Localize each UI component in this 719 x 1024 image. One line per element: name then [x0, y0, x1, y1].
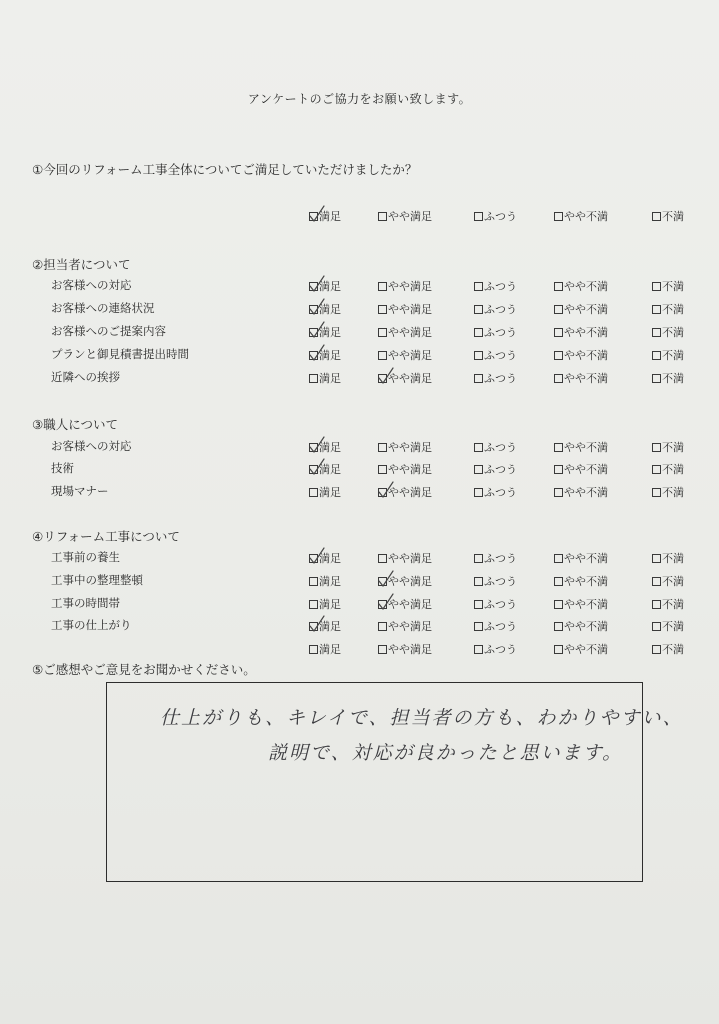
option-3[interactable] [554, 301, 608, 317]
q4-heading: ④リフォーム工事について [32, 529, 180, 544]
option-1[interactable] [378, 484, 432, 500]
checkbox[interactable] [554, 374, 563, 383]
checkbox[interactable] [652, 212, 661, 221]
option-0[interactable] [309, 550, 341, 566]
option-label: 満足 [319, 441, 341, 454]
option-0[interactable] [309, 618, 341, 634]
option-3[interactable] [554, 461, 608, 477]
option-label: やや満足 [388, 643, 432, 656]
option-1[interactable] [378, 461, 432, 477]
option-label: やや不満 [564, 620, 608, 633]
checkbox[interactable] [309, 328, 318, 337]
option-0[interactable] [309, 208, 341, 224]
checkbox[interactable] [378, 351, 387, 360]
option-label: 満足 [319, 463, 341, 476]
q3-row [0, 483, 719, 501]
option-label: 満足 [319, 280, 341, 293]
option-label: やや満足 [388, 486, 432, 499]
checkbox[interactable] [554, 645, 563, 654]
option-label: やや満足 [388, 441, 432, 454]
option-label: やや不満 [564, 280, 608, 293]
checkbox[interactable] [554, 554, 563, 563]
q4-row [0, 595, 719, 613]
q5-heading: ⑤ご感想やご意見をお聞かせください。 [32, 662, 256, 677]
q2-row [0, 369, 719, 387]
checkbox[interactable] [474, 374, 483, 383]
checkbox[interactable] [474, 577, 483, 586]
checkbox[interactable] [474, 465, 483, 474]
option-2[interactable] [474, 596, 517, 612]
option-label: 不満 [662, 303, 684, 316]
option-label: ふつう [484, 441, 517, 454]
checkbox[interactable] [652, 328, 661, 337]
option-label: やや満足 [388, 372, 432, 385]
option-1[interactable] [378, 301, 432, 317]
option-3[interactable] [554, 439, 608, 455]
option-0[interactable] [309, 573, 341, 589]
option-1[interactable] [378, 550, 432, 566]
checkbox[interactable] [652, 577, 661, 586]
option-label: やや不満 [564, 486, 608, 499]
q4-row [0, 617, 719, 635]
checkbox[interactable] [378, 282, 387, 291]
option-2[interactable] [474, 573, 517, 589]
option-4[interactable] [652, 324, 684, 340]
checkbox[interactable] [554, 212, 563, 221]
checkbox[interactable] [474, 212, 483, 221]
option-0[interactable] [309, 461, 341, 477]
option-label: 満足 [319, 643, 341, 656]
survey-title: アンケートのご協力をお願い致します。 [247, 92, 472, 106]
option-3[interactable] [554, 208, 608, 224]
checkbox[interactable] [554, 282, 563, 291]
option-label: 満足 [319, 303, 341, 316]
option-label: 不満 [662, 575, 684, 588]
checkbox[interactable] [554, 465, 563, 474]
option-label: やや不満 [564, 552, 608, 565]
checkbox[interactable] [309, 443, 318, 452]
option-label: ふつう [484, 280, 517, 293]
checkbox[interactable] [474, 645, 483, 654]
question-label: 工事の仕上がり [51, 618, 132, 632]
checkbox[interactable] [378, 374, 387, 383]
question-label: 技術 [51, 461, 74, 475]
checkbox[interactable] [309, 351, 318, 360]
option-label: 不満 [662, 349, 684, 362]
checkbox[interactable] [652, 374, 661, 383]
checkbox[interactable] [378, 577, 387, 586]
option-label: 満足 [319, 598, 341, 611]
option-3[interactable] [554, 596, 608, 612]
checkbox[interactable] [378, 622, 387, 631]
checkbox[interactable] [652, 443, 661, 452]
option-label: やや不満 [564, 643, 608, 656]
q1-heading: ①今回のリフォーム工事全体についてご満足していただけましたか？ [32, 162, 418, 177]
option-0[interactable] [309, 641, 341, 657]
option-0[interactable] [309, 301, 341, 317]
checkbox[interactable] [378, 554, 387, 563]
checkbox[interactable] [309, 465, 318, 474]
option-3[interactable] [554, 324, 608, 340]
option-1[interactable] [378, 439, 432, 455]
option-4[interactable] [652, 461, 684, 477]
option-4[interactable] [652, 641, 684, 657]
checkbox[interactable] [309, 488, 318, 497]
option-label: ふつう [484, 643, 517, 656]
checkbox[interactable] [378, 645, 387, 654]
option-2[interactable] [474, 324, 517, 340]
option-0[interactable] [309, 370, 341, 386]
question-label: 工事前の養生 [51, 550, 120, 564]
option-label: やや満足 [388, 620, 432, 633]
q2-row [0, 323, 719, 341]
checkbox[interactable] [378, 305, 387, 314]
option-label: やや不満 [564, 575, 608, 588]
checkbox[interactable] [378, 212, 387, 221]
option-label: 不満 [662, 486, 684, 499]
checkbox[interactable] [554, 600, 563, 609]
option-0[interactable] [309, 347, 341, 363]
checkbox[interactable] [652, 282, 661, 291]
question-label: プランと御見積書提出時間 [51, 347, 189, 361]
option-1[interactable] [378, 370, 432, 386]
option-3[interactable] [554, 484, 608, 500]
q3-heading: ③職人について [32, 417, 118, 432]
option-2[interactable] [474, 370, 517, 386]
option-label: ふつう [484, 486, 517, 499]
option-3[interactable] [554, 618, 608, 634]
option-1[interactable] [378, 618, 432, 634]
checkbox[interactable] [652, 351, 661, 360]
option-label: やや不満 [564, 372, 608, 385]
option-4[interactable] [652, 550, 684, 566]
option-1[interactable] [378, 324, 432, 340]
option-label: やや満足 [388, 598, 432, 611]
checkbox[interactable] [474, 282, 483, 291]
checkbox[interactable] [554, 622, 563, 631]
question-label: 近隣への挨拶 [51, 370, 120, 384]
option-1[interactable] [378, 596, 432, 612]
q4-row [0, 640, 719, 658]
checkbox[interactable] [309, 282, 318, 291]
q4-row [0, 549, 719, 567]
option-1[interactable] [378, 208, 432, 224]
option-4[interactable] [652, 301, 684, 317]
option-label: 不満 [662, 552, 684, 565]
option-label: 不満 [662, 280, 684, 293]
question-label: お客様への対応 [51, 278, 132, 292]
option-4[interactable] [652, 618, 684, 634]
option-3[interactable] [554, 278, 608, 294]
option-1[interactable] [378, 573, 432, 589]
option-0[interactable] [309, 596, 341, 612]
checkbox[interactable] [652, 645, 661, 654]
option-1[interactable] [378, 347, 432, 363]
q2-heading: ②担当者について [32, 257, 131, 272]
option-label: やや満足 [388, 575, 432, 588]
checkbox[interactable] [652, 554, 661, 563]
option-label: 満足 [319, 486, 341, 499]
option-2[interactable] [474, 484, 517, 500]
option-label: やや不満 [564, 598, 608, 611]
checkbox[interactable] [309, 374, 318, 383]
option-2[interactable] [474, 208, 517, 224]
option-0[interactable] [309, 484, 341, 500]
option-label: やや満足 [388, 326, 432, 339]
option-3[interactable] [554, 573, 608, 589]
option-label: ふつう [484, 326, 517, 339]
comment-line-1: 仕上がりも、キレイで、担当者の方も、わかりやすい、 [160, 707, 684, 729]
option-3[interactable] [554, 641, 608, 657]
checkbox[interactable] [378, 443, 387, 452]
checkbox[interactable] [652, 465, 661, 474]
option-label: ふつう [484, 552, 517, 565]
option-4[interactable] [652, 484, 684, 500]
question-label: お客様へのご提案内容 [51, 324, 166, 338]
option-label: 満足 [319, 372, 341, 385]
q4-row [0, 572, 719, 590]
option-label: 不満 [662, 372, 684, 385]
checkbox[interactable] [309, 554, 318, 563]
option-2[interactable] [474, 550, 517, 566]
checkbox[interactable] [474, 351, 483, 360]
option-label: 満足 [319, 620, 341, 633]
checkbox[interactable] [652, 305, 661, 314]
checkbox[interactable] [474, 443, 483, 452]
checkbox[interactable] [309, 212, 318, 221]
checkbox[interactable] [652, 622, 661, 631]
checkbox[interactable] [378, 600, 387, 609]
option-label: 満足 [319, 326, 341, 339]
option-label: ふつう [484, 575, 517, 588]
option-label: 不満 [662, 620, 684, 633]
option-label: 不満 [662, 643, 684, 656]
option-label: やや満足 [388, 280, 432, 293]
option-4[interactable] [652, 596, 684, 612]
checkbox[interactable] [652, 600, 661, 609]
option-label: 不満 [662, 326, 684, 339]
q3-row [0, 438, 719, 456]
option-4[interactable] [652, 208, 684, 224]
option-0[interactable] [309, 439, 341, 455]
question-label: お客様への連絡状況 [51, 301, 155, 315]
checkbox[interactable] [309, 577, 318, 586]
option-3[interactable] [554, 550, 608, 566]
checkbox[interactable] [554, 351, 563, 360]
question-label: 工事の時間帯 [51, 596, 120, 610]
checkbox[interactable] [554, 488, 563, 497]
option-2[interactable] [474, 461, 517, 477]
option-label: やや不満 [564, 463, 608, 476]
option-label: 満足 [319, 210, 341, 223]
option-4[interactable] [652, 573, 684, 589]
option-label: やや不満 [564, 326, 608, 339]
comment-line-2: 説明で、対応が良かったと思います。 [268, 742, 624, 764]
option-label: やや満足 [388, 463, 432, 476]
option-0[interactable] [309, 278, 341, 294]
option-4[interactable] [652, 278, 684, 294]
option-2[interactable] [474, 641, 517, 657]
q2-row [0, 346, 719, 364]
checkbox[interactable] [554, 328, 563, 337]
option-2[interactable] [474, 347, 517, 363]
option-0[interactable] [309, 324, 341, 340]
checkbox[interactable] [474, 622, 483, 631]
option-2[interactable] [474, 439, 517, 455]
checkbox[interactable] [378, 328, 387, 337]
option-label: 不満 [662, 441, 684, 454]
q1-row [0, 207, 719, 225]
option-2[interactable] [474, 618, 517, 634]
checkbox[interactable] [474, 328, 483, 337]
option-2[interactable] [474, 278, 517, 294]
option-4[interactable] [652, 370, 684, 386]
checkbox[interactable] [378, 488, 387, 497]
option-label: 満足 [319, 575, 341, 588]
option-label: やや満足 [388, 303, 432, 316]
checkbox[interactable] [309, 645, 318, 654]
option-label: 不満 [662, 598, 684, 611]
option-label: ふつう [484, 620, 517, 633]
option-1[interactable] [378, 641, 432, 657]
option-3[interactable] [554, 347, 608, 363]
q2-row [0, 277, 719, 295]
checkbox[interactable] [309, 600, 318, 609]
checkbox[interactable] [309, 622, 318, 631]
option-label: 不満 [662, 210, 684, 223]
option-label: やや不満 [564, 303, 608, 316]
option-label: ふつう [484, 598, 517, 611]
checkbox[interactable] [554, 577, 563, 586]
q3-row [0, 460, 719, 478]
option-1[interactable] [378, 278, 432, 294]
question-label: 現場マナー [51, 484, 109, 498]
option-4[interactable] [652, 347, 684, 363]
option-label: やや不満 [564, 349, 608, 362]
checkbox[interactable] [474, 305, 483, 314]
checkbox[interactable] [554, 305, 563, 314]
checkbox[interactable] [652, 488, 661, 497]
checkbox[interactable] [474, 554, 483, 563]
option-label: やや満足 [388, 349, 432, 362]
checkbox[interactable] [554, 443, 563, 452]
option-label: ふつう [484, 210, 517, 223]
question-label: お客様への対応 [51, 439, 132, 453]
option-3[interactable] [554, 370, 608, 386]
checkbox[interactable] [378, 465, 387, 474]
option-4[interactable] [652, 439, 684, 455]
checkbox[interactable] [474, 488, 483, 497]
option-label: ふつう [484, 372, 517, 385]
option-label: 満足 [319, 349, 341, 362]
checkbox[interactable] [474, 600, 483, 609]
checkbox[interactable] [309, 305, 318, 314]
option-label: 不満 [662, 463, 684, 476]
option-label: 満足 [319, 552, 341, 565]
option-label: やや不満 [564, 210, 608, 223]
option-label: ふつう [484, 349, 517, 362]
option-label: ふつう [484, 303, 517, 316]
option-label: やや不満 [564, 441, 608, 454]
option-label: やや満足 [388, 210, 432, 223]
q2-row [0, 300, 719, 318]
question-label: 工事中の整理整頓 [51, 573, 143, 587]
option-label: ふつう [484, 463, 517, 476]
option-2[interactable] [474, 301, 517, 317]
option-label: やや満足 [388, 552, 432, 565]
